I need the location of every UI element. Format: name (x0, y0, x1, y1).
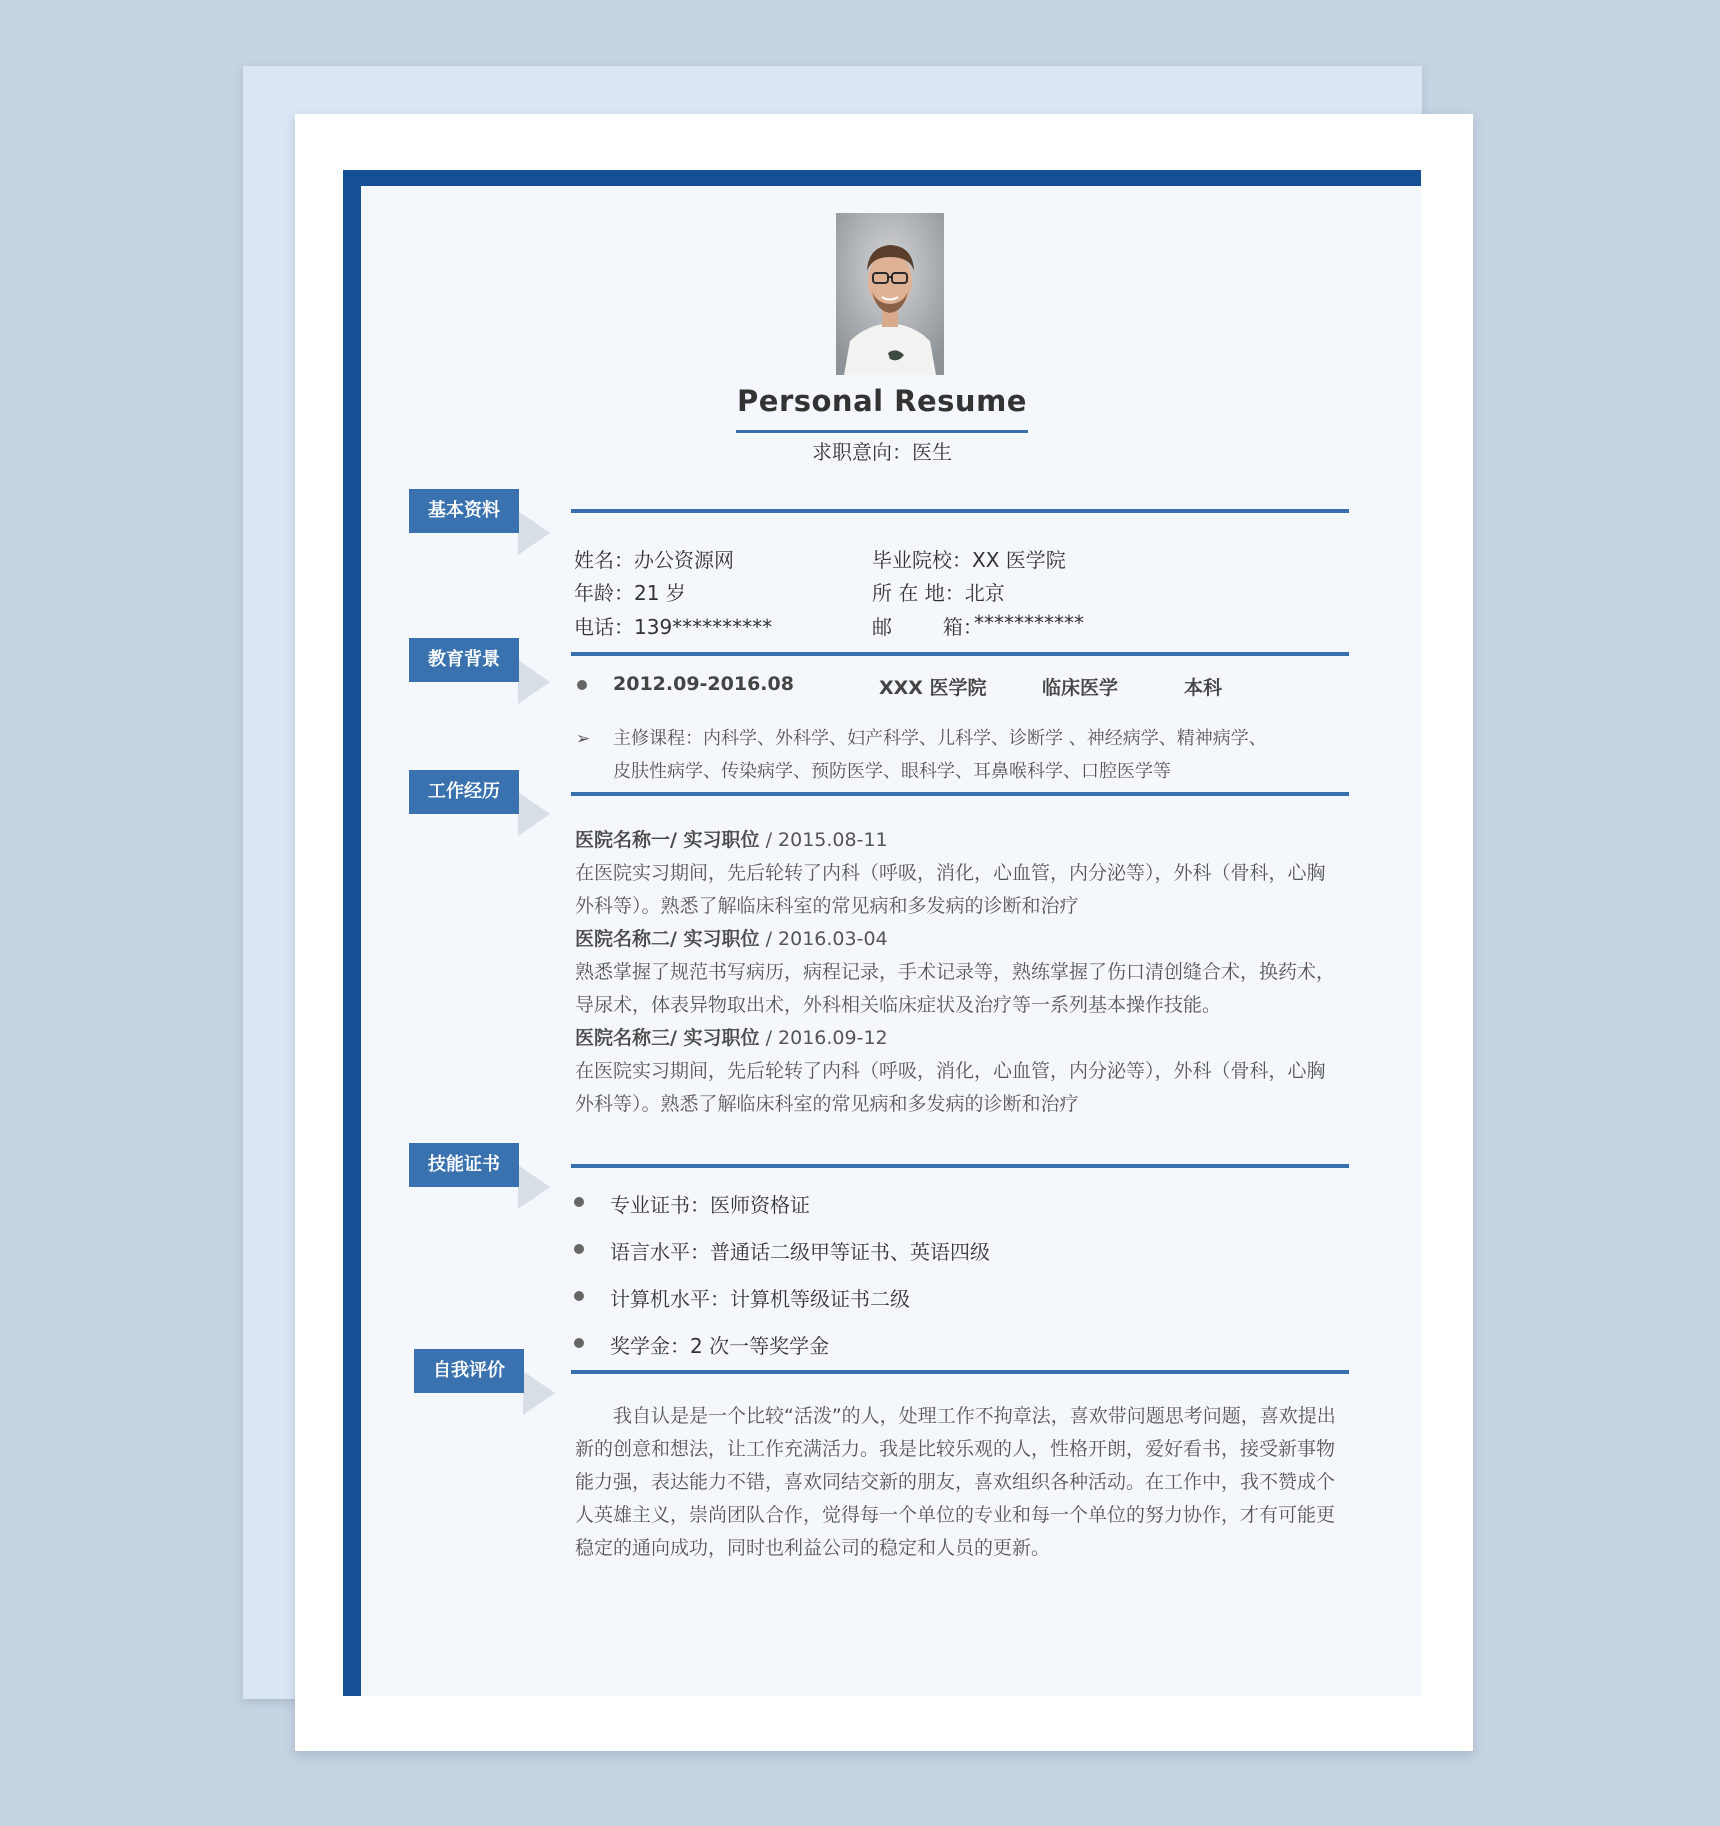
bullet-dot (577, 680, 587, 690)
edu-school: XXX 医学院 (879, 677, 987, 699)
work-3-date: / 2016.09-12 (759, 1027, 888, 1049)
work-3-title: 医院名称三/ 实习职位 (575, 1027, 760, 1049)
edu-degree: 本科 (1184, 677, 1223, 699)
section-tab-basic: 基本资料 (409, 489, 519, 533)
info-email-label: 邮 箱： (872, 615, 983, 639)
arrow-bullet-icon: ➢ (576, 729, 591, 749)
edu-period: 2012.09-2016.08 (613, 673, 794, 695)
info-school: 毕业院校：XX 医学院 (872, 548, 1066, 572)
work-1-title: 医院名称一/ 实习职位 (575, 829, 760, 851)
work-1-date: / 2015.08-11 (759, 829, 888, 851)
skill-item: 专业证书：医师资格证 (610, 1193, 810, 1217)
job-intent: 求职意向：医生 (812, 440, 952, 464)
person-portrait-icon (836, 213, 944, 375)
work-2-date: / 2016.03-04 (759, 928, 888, 950)
section-tab-skills: 技能证书 (409, 1143, 519, 1187)
profile-photo (836, 213, 944, 375)
section-tab-self-eval: 自我评价 (414, 1349, 524, 1393)
skills-list (570, 1183, 1350, 1358)
edu-major: 临床医学 (1042, 677, 1119, 699)
info-name: 姓名：办公资源网 (574, 548, 734, 572)
work-2-desc: 熟悉掌握了规范书写病历，病程记录，手术记录等，熟练掌握了伤口清创缝合术，换药术，导尿术，体表异物取出术，外科相关临床症状及治疗等一系列基本操作技能。 (575, 961, 1336, 1016)
info-age: 年龄：21 岁 (574, 581, 686, 605)
bullet-dot (574, 1291, 584, 1301)
info-email-value: *********** (974, 611, 1084, 635)
section-tab-fold (518, 792, 550, 836)
bullet-dot (574, 1338, 584, 1348)
section-tab-fold (523, 1371, 555, 1415)
section-tab-fold (518, 1165, 550, 1209)
work-title (575, 923, 1343, 956)
work-1-desc: 在医院实习期间，先后轮转了内科（呼吸，消化，心血管，内分泌等），外科（骨科，心胸外科等）。熟悉了解临床科室的常见病和多发病的诊断和治疗 (575, 862, 1326, 917)
skill-item: 奖学金：2 次一等奖学金 (610, 1334, 830, 1358)
info-phone: 电话：139********** (574, 615, 773, 639)
info-location: 所 在 地：北京 (872, 581, 1005, 605)
courses-clip (613, 722, 1353, 782)
bullet-dot (574, 1244, 584, 1254)
work-3-desc: 在医院实习期间，先后轮转了内科（呼吸，消化，心血管，内分泌等），外科（骨科，心胸外科等）。熟悉了解临床科室的常见病和多发病的诊断和治疗 (575, 1060, 1326, 1115)
edu-courses-line1: 主修课程：内科学、外科学、妇产科学、儿科学、诊断学 、神经病学、精神病学、 (613, 728, 1267, 749)
work-list (575, 824, 1343, 1124)
section-divider (571, 1164, 1349, 1168)
section-divider (571, 652, 1349, 656)
section-tab-fold (518, 660, 550, 704)
work-title (575, 824, 1343, 857)
section-tab-work: 工作经历 (409, 770, 519, 814)
work-title (575, 1022, 1343, 1055)
section-divider (571, 792, 1349, 796)
skill-item: 语言水平：普通话二级甲等证书、英语四级 (610, 1240, 990, 1264)
resume-title: Personal Resume (736, 384, 1028, 433)
edu-courses-line2: 皮肤性病学、传染病学、预防医学、眼科学、耳鼻喉科学、口腔医学等 (613, 761, 1171, 782)
self-eval-text: 我自认是是一个比较“活泼”的人，处理工作不拘章法，喜欢带问题思考问题，喜欢提出新的创意和想法，让工作充满活力。我是比较乐观的人，性格开朗，爱好看书，接受新事物能力强，表达能力不错，喜欢同结交新的朋友，喜欢组织各种活动。在工作中，我不赞成个人英雄主义，崇尚团队合作，觉得每一个单位的专业和每一个单位的努力协作，才有可能更稳定的通向成功，同时也利益公司的稳定和人员的更新。 (575, 1405, 1336, 1559)
skill-item: 计算机水平：计算机等级证书二级 (610, 1287, 910, 1311)
section-divider (571, 1370, 1349, 1374)
bullet-dot (574, 1197, 584, 1207)
section-divider (571, 509, 1349, 513)
section-tab-education: 教育背景 (409, 638, 519, 682)
section-tab-fold (518, 511, 550, 555)
work-2-title: 医院名称二/ 实习职位 (575, 928, 760, 950)
